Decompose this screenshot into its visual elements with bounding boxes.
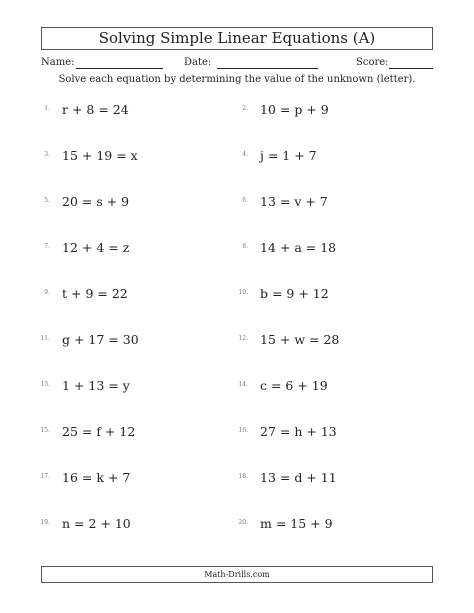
name-label: Name: [41, 57, 75, 68]
problem-item [228, 466, 408, 490]
problem-number: 6. [242, 197, 248, 204]
footer-text: Math-Drills.com [204, 570, 270, 579]
problem-equation: 16 = k + 7 [62, 470, 131, 485]
problem-item [228, 328, 408, 352]
problem-number: 9. [44, 289, 50, 296]
problem-equation: 10 = p + 9 [260, 102, 329, 117]
problem-item [228, 236, 408, 260]
score-line [389, 68, 433, 69]
problem-number: 16. [238, 427, 248, 434]
problem-number: 11. [40, 335, 50, 342]
problem-item [228, 512, 408, 536]
problem-item [228, 98, 408, 122]
problem-number: 14. [238, 381, 248, 388]
problem-number: 10. [238, 289, 248, 296]
problem-item [30, 144, 210, 168]
name-line [76, 68, 163, 69]
problem-number: 1. [44, 105, 50, 112]
problem-number: 7. [44, 243, 50, 250]
problem-equation: j = 1 + 7 [260, 148, 317, 163]
date-label: Date: [184, 57, 212, 68]
problem-number: 13. [40, 381, 50, 388]
problem-item [30, 512, 210, 536]
problem-item [228, 190, 408, 214]
score-label: Score: [356, 57, 389, 68]
problem-equation: 14 + a = 18 [260, 240, 337, 255]
problem-equation: m = 15 + 9 [260, 516, 333, 531]
score-field[interactable] [351, 56, 433, 72]
problem-item [30, 236, 210, 260]
problem-equation: g + 17 = 30 [62, 332, 139, 347]
problem-item [228, 144, 408, 168]
worksheet-title-text: Solving Simple Linear Equations (A) [98, 29, 376, 47]
problem-equation: 20 = s + 9 [62, 194, 130, 209]
problem-item [30, 282, 210, 306]
problem-item [228, 374, 408, 398]
problem-equation: r + 8 = 24 [62, 102, 129, 117]
name-field[interactable] [41, 56, 166, 72]
problem-equation: 27 = h + 13 [260, 424, 337, 439]
problem-equation: 15 + w = 28 [260, 332, 340, 347]
footer [41, 566, 433, 583]
problem-item [30, 466, 210, 490]
problem-number: 20. [238, 519, 248, 526]
problem-equation: 13 = d + 11 [260, 470, 337, 485]
problem-item [30, 328, 210, 352]
problem-equation: 12 + 4 = z [62, 240, 130, 255]
problem-equation: c = 6 + 19 [260, 378, 328, 393]
problem-number: 12. [238, 335, 248, 342]
problem-item [30, 420, 210, 444]
problem-item [30, 190, 210, 214]
problem-equation: t + 9 = 22 [62, 286, 128, 301]
problem-number: 8. [242, 243, 248, 250]
problem-number: 17. [40, 473, 50, 480]
problem-list [30, 98, 440, 558]
problem-equation: n = 2 + 10 [62, 516, 131, 531]
problem-number: 3. [44, 151, 50, 158]
problem-number: 19. [40, 519, 50, 526]
problem-item [228, 282, 408, 306]
date-line [217, 68, 318, 69]
date-field[interactable] [184, 56, 324, 72]
problem-item [30, 98, 210, 122]
problem-number: 5. [44, 197, 50, 204]
problem-equation: b = 9 + 12 [260, 286, 329, 301]
instructions: Solve each equation by determining the value of the unknown (letter). [58, 74, 416, 85]
problem-item [30, 374, 210, 398]
problem-number: 15. [40, 427, 50, 434]
problem-equation: 25 = f + 12 [62, 424, 136, 439]
problem-equation: 15 + 19 = x [62, 148, 138, 163]
problem-equation: 1 + 13 = y [62, 378, 130, 393]
student-info-row [41, 56, 433, 72]
problem-number: 18. [238, 473, 248, 480]
problem-number: 2. [242, 105, 248, 112]
problem-number: 4. [242, 151, 248, 158]
worksheet-title [41, 27, 433, 50]
problem-item [228, 420, 408, 444]
problem-equation: 13 = v + 7 [260, 194, 328, 209]
